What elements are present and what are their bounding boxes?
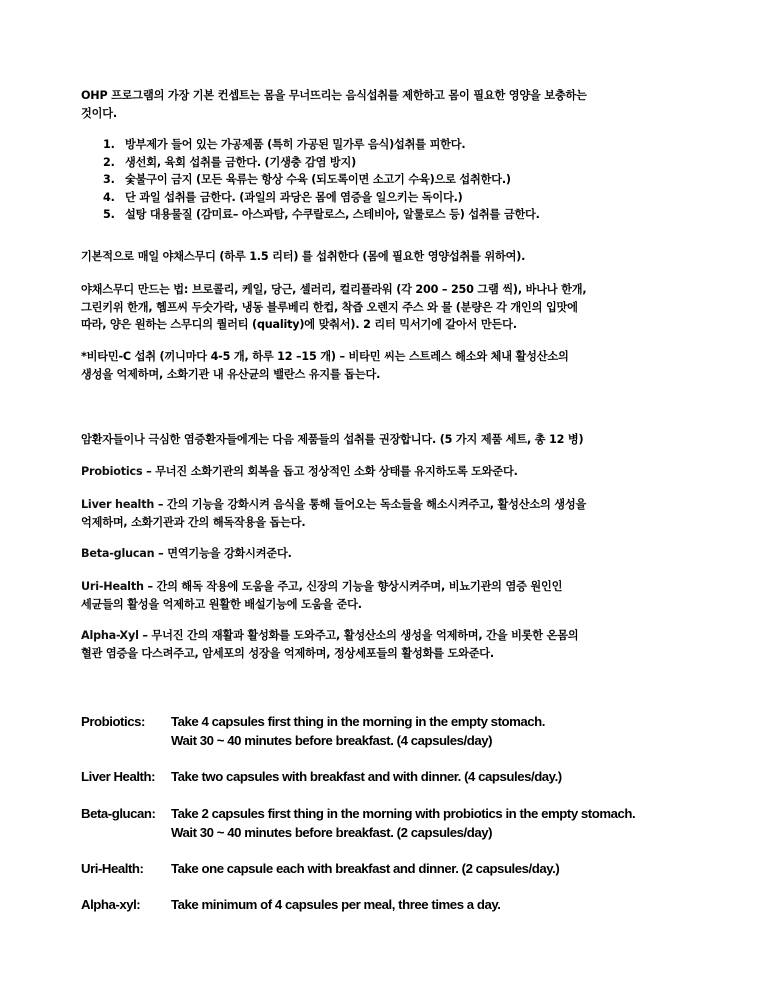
recipe-line: 그린키위 한개, 헴프씨 두숫가락, 냉동 블루베리 한컵, 착즙 오렌지 주스 와 물 (분량은 각 개인의 입맛에 [81, 300, 578, 314]
list-item: 4. 단 과일 섭취를 금한다. (과일의 과당은 몸에 염증을 일으키는 독이다.) [103, 190, 463, 204]
dosage-text: Take two capsules with breakfast and with dinner. (4 capsules/day.) [171, 769, 562, 784]
vitamin-c-note [81, 348, 681, 383]
product-desc: 혈관 염증을 다스려주고, 암세포의 성장을 억제하며, 정상세포들의 활성화를 도와준다. [81, 646, 494, 660]
product-desc: 억제하며, 소화기관과 간의 해독작용을 돕는다. [81, 515, 306, 529]
product-uri-health [81, 578, 681, 613]
dosage-alpha-xyl [81, 895, 501, 914]
vitamin-line: 생성을 억제하며, 소화기관 내 유산균의 밸란스 유지를 돕는다. [81, 367, 381, 381]
product-alpha-xyl [81, 627, 681, 662]
dosage-label: Alpha-xyl: [81, 897, 141, 912]
dosage-text: Take one capsule each with breakfast and dinner. (2 capsules/day.) [171, 861, 560, 876]
dosage-text: Wait 30 ~ 40 minutes before breakfast. (2 capsules/day) [171, 825, 493, 840]
product-probiotics [81, 463, 681, 481]
product-desc: – 간의 기능을 강화시켜 음식을 통해 들어오는 독소들을 해소시켜주고, 활성산소의 생성을 [157, 498, 587, 511]
product-desc: – 무너진 간의 재활과 활성화를 도와주고, 활성산소의 생성을 억제하며, 간을 비롯한 온몸의 [142, 629, 579, 642]
product-name: Liver health [81, 498, 155, 511]
dosage-label: Uri-Health: [81, 861, 144, 876]
dosage-label: Liver Health: [81, 769, 156, 784]
product-liver-health [81, 496, 681, 531]
intro-paragraph [81, 87, 681, 122]
dosage-liver-health [81, 767, 562, 786]
product-name: Beta-glucan [81, 547, 155, 560]
dosage-probiotics [81, 712, 545, 750]
dosage-text: Take 4 capsules first thing in the morning in the empty stomach. [171, 714, 545, 729]
list-item: 2. 생선회, 육회 섭취를 금한다. (기생충 감염 방지) [103, 155, 357, 169]
smoothie-recipe [81, 281, 681, 334]
dosage-beta-glucan [81, 804, 635, 842]
intro-line: OHP 프로그램의 가장 기본 컨셉트는 몸을 무너뜨리는 음식섭취를 제한하고 몸이 필요한 영양을 보충하는 [81, 89, 587, 102]
rules-list [103, 136, 540, 224]
recipe-line: 야채스무디 만드는 법: 브로콜리, 케일, 당근, 셀러리, 컬리플라워 (각 200 – 250 그램 씩), 바나나 한개, [81, 283, 587, 296]
dosage-label: Probiotics: [81, 714, 145, 729]
dosage-label: Beta-glucan: [81, 806, 156, 821]
list-item: 5. 설탕 대용물질 (감미료– 아스파탐, 수쿠랄로스, 스테비아, 알룰로스 등) 섭취를 금한다. [103, 208, 540, 221]
vitamin-line: *비타민-C 섭취 (끼니마다 4-5 개, 하루 12 –15 개) – 비타민 씨는 스트레스 해소와 체내 활성산소의 [81, 350, 569, 363]
product-beta-glucan [81, 545, 681, 563]
product-desc: – 간의 해독 작용에 도움을 주고, 신장의 기능을 향상시켜주며, 비뇨기관의 염증 원인인 [147, 580, 563, 593]
dosage-text: Take minimum of 4 capsules per meal, three times a day. [171, 897, 501, 912]
product-desc: – 면역기능을 강화시켜준다. [158, 547, 292, 560]
intro-line: 것이다. [81, 106, 117, 120]
product-name: Uri-Health [81, 580, 144, 593]
list-item: 3. 숯불구이 금지 (모든 육류는 항상 수육 (되도록이면 소고기 수육)으로 섭취한다.) [103, 173, 511, 186]
product-desc: – 무너진 소화기관의 회복을 돕고 정상적인 소화 상태를 유지하도록 도와준다. [146, 465, 518, 478]
product-name: Probiotics [81, 465, 143, 478]
product-name: Alpha-Xyl [81, 629, 139, 642]
dosage-uri-health [81, 859, 559, 878]
list-item: 1. 방부제가 들어 있는 가공제품 (특히 가공된 밀가루 음식)섭취를 피한다. [103, 138, 466, 151]
product-desc: 세균들의 활성을 억제하고 원활한 배설기능에 도움을 준다. [81, 597, 362, 611]
dosage-text: Take 2 capsules first thing in the morning with probiotics in the empty stomach. [171, 806, 636, 821]
recipe-line: 따라, 양은 원하는 스무디의 퀄러티 (quality)에 맞춰서). 2 리터 믹서기에 갈아서 만든다. [81, 318, 517, 331]
smoothie-daily: 기본적으로 매일 야채스무디 (하루 1.5 리터) 를 섭취한다 (몸에 필요한 영양섭취를 위하여). [81, 250, 526, 263]
dosage-text: Wait 30 ~ 40 minutes before breakfast. (4 capsules/day) [171, 733, 493, 748]
recommendation: 암환자들이나 극심한 염증환자들에게는 다음 제품들의 섭취를 권장합니다. (5 가지 제품 세트, 총 12 병) [81, 433, 584, 446]
